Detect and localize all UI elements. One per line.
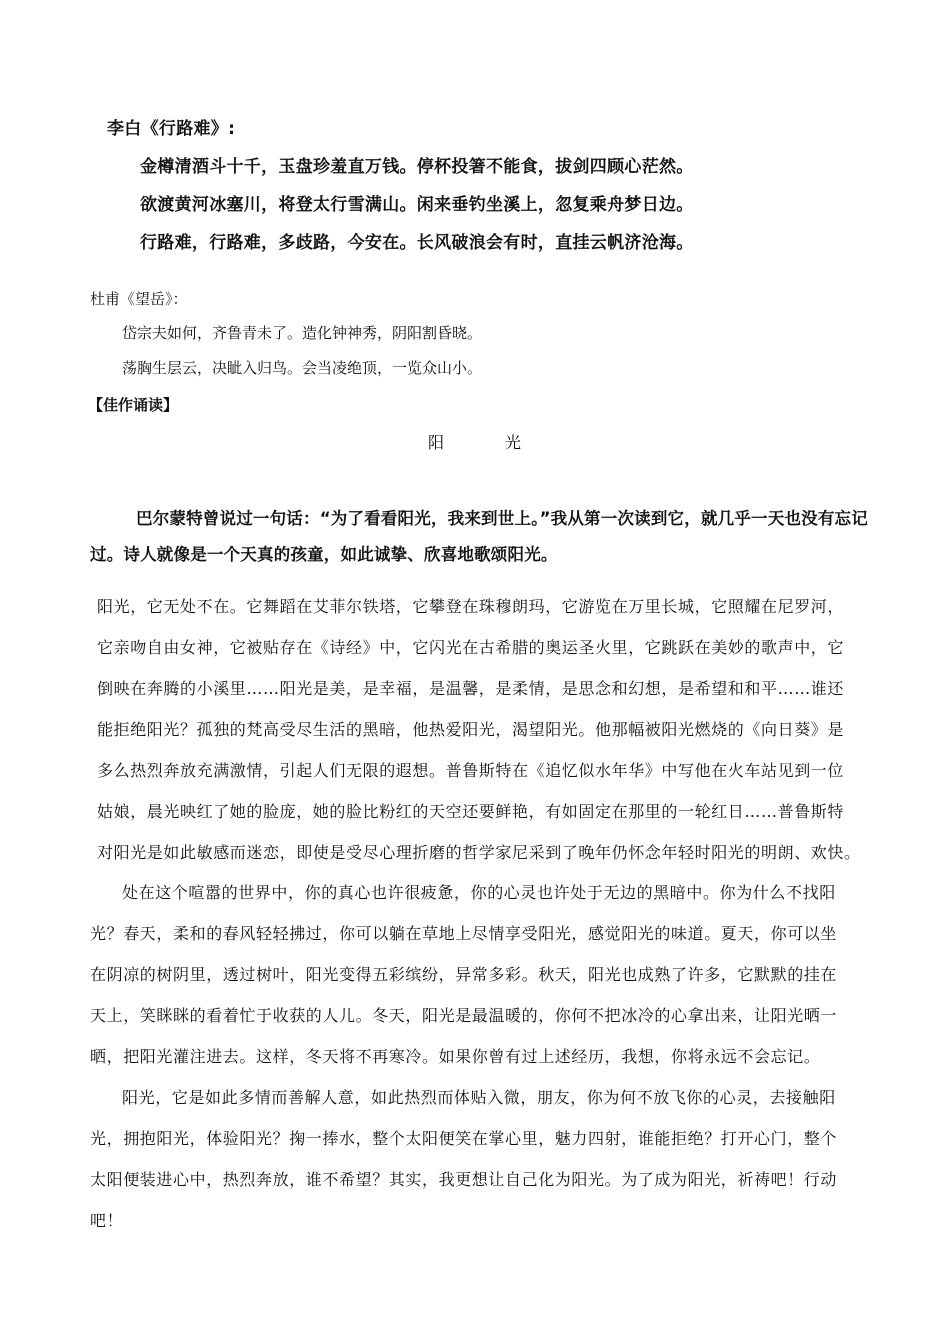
libai-line-1: 金樽清酒斗十千，玉盘珍羞直万钱。停杯投箸不能食，拔剑四顾心茫然。 xyxy=(140,157,694,177)
libai-header: 李白《行路难》: xyxy=(107,119,236,139)
para1-line-4: 能拒绝阳光？孤独的梵高受尽生活的黑暗，他热爱阳光，渴望阳光。他那幅被阳光燃烧的《向日葵》是 xyxy=(97,720,845,739)
para2-line-3: 在阴凉的树阴里，透过树叶，阳光变得五彩缤纷，异常多彩。秋天，阳光也成熟了许多，它默默的挂在 xyxy=(90,965,838,984)
para1-line-6: 姑娘，晨光映红了她的脸庞，她的脸比粉红的天空还要鲜艳，有如固定在那里的一轮红日……普鲁斯特 xyxy=(97,802,845,821)
para1-line-1: 阳光，它无处不在。它舞蹈在艾菲尔铁塔，它攀登在珠穆朗玛，它游览在万里长城，它照耀在尼罗河， xyxy=(97,597,845,616)
dufu-line-2: 荡胸生层云，决眦入归鸟。会当凌绝顶，一览众山小。 xyxy=(122,359,483,377)
para3-line-2: 光，拥抱阳光，体验阳光？掬一捧水，整个太阳便笑在掌心里，魅力四射，谁能拒绝？打开心门，整个 xyxy=(90,1129,838,1148)
dufu-line-1: 岱宗夫如何，齐鲁青未了。造化钟神秀，阴阳割昏晓。 xyxy=(122,324,483,342)
essay-title-char-1: 阳 xyxy=(428,433,445,452)
intro-line-2: 过。诗人就像是一个天真的孩童，如此诚挚、欣喜地歌颂阳光。 xyxy=(90,545,558,564)
para2-line-2: 光？春天，柔和的春风轻轻拂过，你可以躺在草地上尽情享受阳光，感觉阳光的味道。夏天，你可以坐 xyxy=(90,924,838,943)
para1-line-7: 对阳光是如此敏感而迷恋，即使是受尽心理折磨的哲学家尼采到了晚年仍怀念年轻时阳光的明朗、欢快。 xyxy=(97,843,861,862)
intro-line-1: 巴尔蒙特曾说过一句话：“为了看看阳光，我来到世上。”我从第一次读到它，就几乎一天也没有忘记 xyxy=(136,509,868,528)
libai-line-3: 行路难，行路难，多歧路，今安在。长风破浪会有时，直挂云帆济沧海。 xyxy=(140,233,694,253)
para1-line-3: 倒映在奔腾的小溪里……阳光是美，是幸福，是温馨，是柔情，是思念和幻想，是希望和和平……谁还 xyxy=(97,679,845,698)
para3-line-1: 阳光，它是如此多情而善解人意，如此热烈而体贴入微，朋友，你为何不放飞你的心灵，去接触阳 xyxy=(122,1088,836,1107)
para2-line-1: 处在这个喧嚣的世界中，你的真心也许很疲惫，你的心灵也许处于无边的黑暗中。你为什么不找阳 xyxy=(122,883,836,902)
para3-line-3: 太阳便装进心中，热烈奔放，谁不希望？其实，我更想让自己化为阳光。为了成为阳光，祈祷吧！行动 xyxy=(90,1170,838,1189)
para2-line-5: 晒，把阳光灌注进去。这样，冬天将不再寒冷。如果你曾有过上述经历，我想，你将永远不会忘记。 xyxy=(90,1047,821,1066)
para2-line-4: 天上，笑眯眯的看着忙于收获的人儿。冬天，阳光是最温暖的，你何不把冰冷的心拿出来，让阳光晒一 xyxy=(90,1006,838,1025)
para1-line-5: 多么热烈奔放充满激情，引起人们无限的遐想。普鲁斯特在《追忆似水年华》中写他在火车站见到一位 xyxy=(97,761,845,780)
section-label: 【佳作诵读】 xyxy=(88,396,179,414)
dufu-header: 杜甫《望岳》： xyxy=(90,290,188,308)
libai-line-2: 欲渡黄河冰塞川，将登太行雪满山。闲来垂钓坐溪上，忽复乘舟梦日边。 xyxy=(140,195,694,215)
para1-line-2: 它亲吻自由女神，它被贴存在《诗经》中，它闪光在古希腊的奥运圣火里，它跳跃在美妙的歌声中，它 xyxy=(97,638,845,657)
essay-title-char-2: 光 xyxy=(505,433,522,452)
para3-line-4: 吧！ xyxy=(90,1211,124,1230)
